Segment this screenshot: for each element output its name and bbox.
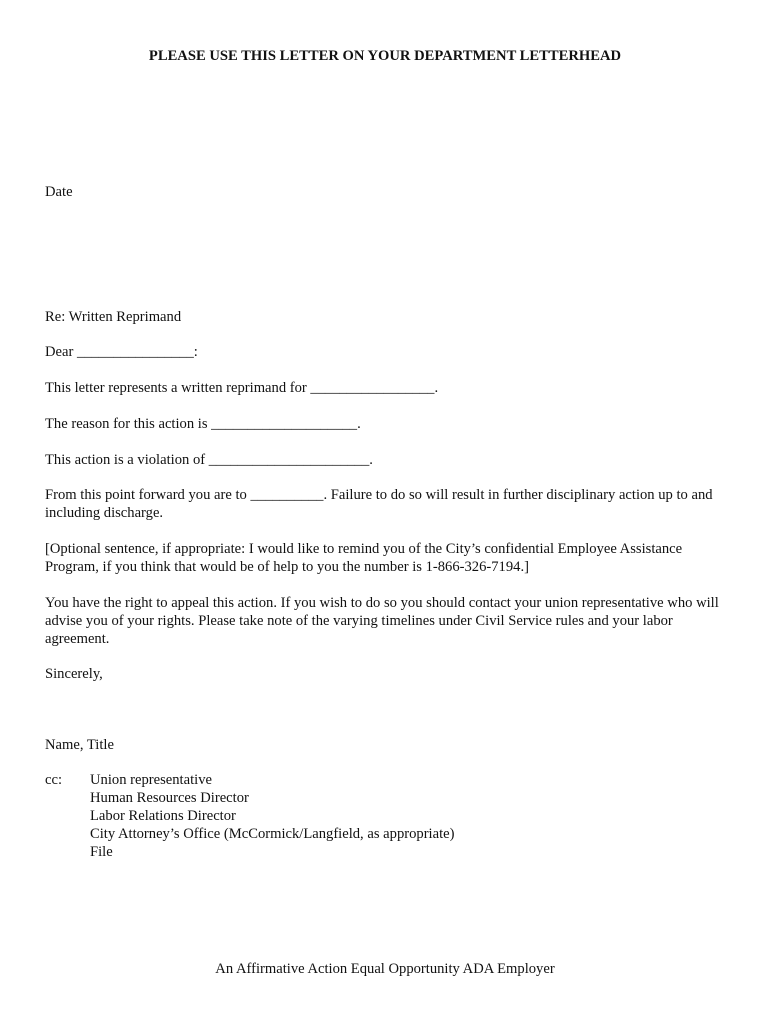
expectation-paragraph: From this point forward you are to __________. Failure to do so will result in further disciplinary action up to and including discharge.	[45, 487, 713, 521]
subject-line: Re: Written Reprimand	[45, 309, 182, 325]
signature-block: Name, Title	[45, 737, 114, 753]
cc-item: Union representative	[90, 772, 212, 788]
cc-item: Human Resources Director	[90, 790, 249, 806]
appeal-paragraph: You have the right to appeal this action. If you wish to do so you should contact your union representative who will advise you of your rights. Please take note of the varying timelines under Civil Service rules and your labor agreement.	[45, 595, 719, 647]
footer-statement: An Affirmative Action Equal Opportunity ADA Employer	[215, 961, 555, 977]
cc-list	[90, 771, 454, 861]
reprimand-statement: This letter represents a written reprimand for _________________.	[45, 380, 439, 396]
cc-label: cc:	[45, 772, 63, 788]
salutation: Dear ________________:	[45, 344, 198, 360]
cc-item: Labor Relations Director	[90, 808, 236, 824]
cc-item: City Attorney’s Office (McCormick/Langfield, as appropriate)	[90, 826, 455, 842]
date-line: Date	[45, 184, 73, 200]
optional-eap-paragraph: [Optional sentence, if appropriate: I would like to remind you of the City’s confidential Employee Assistance Program, if you think that would be of help to you the number is 1-866-326-7194.]	[45, 541, 683, 575]
closing: Sincerely,	[45, 666, 103, 682]
violation-statement: This action is a violation of ______________________.	[45, 452, 373, 468]
letterhead-instruction: PLEASE USE THIS LETTER ON YOUR DEPARTMENT LETTERHEAD	[148, 48, 622, 64]
reason-statement: The reason for this action is ____________________.	[45, 416, 361, 432]
cc-item: File	[90, 844, 113, 860]
